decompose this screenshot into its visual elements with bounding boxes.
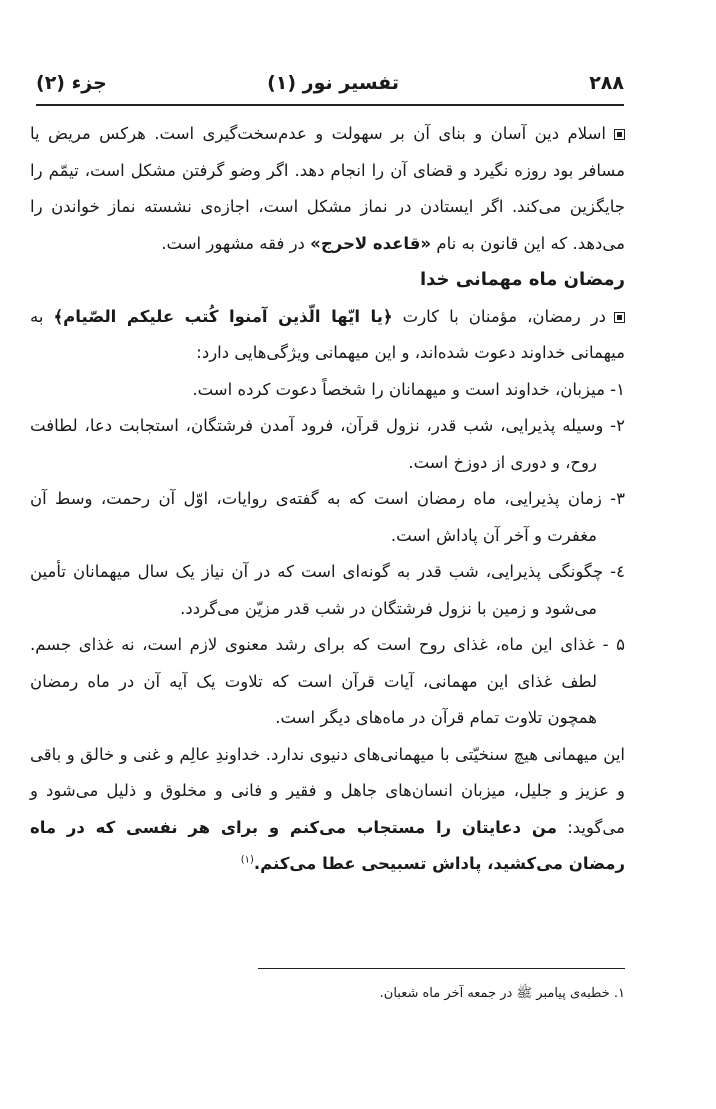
- square-bullet-icon: [614, 312, 625, 323]
- page-header: [36, 68, 624, 102]
- list-item-means: ۲- وسیله پذیرایی، شب قدر، نزول قرآن، فرود آمدن فرشتگان، استجابت دعا، لطافت روح، و دوری از دوزخ است.: [30, 416, 625, 472]
- paragraph-islam-ease: اسلام دین آسان و بنای آن بر سهولت و عدم‌سخت‌گیری است. هرکس مریض یا مسافر بود روزه نگیرد و قضای آن را انجام دهد. اگر وضو گرفتن مشکل است، تیمّم را جایگزین می‌کند. اگر ایستادن در نماز مشکل است، اجازه‌ی نشسته نماز خواندن را می‌دهد. که این قانون به نام «قاعده لاحرج» در فقه مشهور است.: [30, 124, 625, 253]
- header-divider: [36, 104, 624, 106]
- paragraph-hospitality: این میهمانی هیچ سنخیّتی با میهمانی‌های دنیوی ندارد. خداوندِ عالِم و غنی و خالق و باقی و عزیز و جلیل، میزبان انسان‌های جاهل و فقیر و فانی و مخلوق و ذلیل می‌شود و می‌گوید: من دعایتان را مستجاب می‌کنم و برای هر نفسی که در ماه رمضان می‌کشید، پاداش تسبیحی عطا می‌کنم.$^{(۱)}$: [30, 744, 625, 873]
- list-item-food: ۵ - غذای این ماه، غذای روح است که برای رشد معنوی لازم است، نه غذای جسم. لطف غذای این مهمانی، آیات قرآن است که تلاوت یک آیه آن در ماه رمضان همچون تلاوت تمام قرآن در ماه‌های دیگر است.: [30, 635, 625, 727]
- footnote-divider: [258, 968, 625, 969]
- page-number: ۲۸۸: [589, 72, 624, 94]
- part-label: جزء (۲): [36, 72, 107, 94]
- quran-verse: ﴿یا ایّها الّذین آمنوا کُتب علیکم الصّیام﴾: [53, 306, 393, 326]
- hadith-quote: من دعایتان را مستجاب می‌کنم و برای هر نفسی که در ماه رمضان می‌کشید، پاداش تسبیحی عطا می‌کنم.: [30, 817, 625, 873]
- list-item-time: ۳- زمان پذیرایی، ماه رمضان است که به گفته‌ی روایات، اوّل آن رحمت، وسط آن مغفرت و آخر آن پاداش است.: [30, 489, 625, 545]
- body-text: [30, 116, 625, 883]
- section-heading: رمضان ماه مهمانی خدا: [419, 269, 625, 290]
- list-item-host: ۱- میزبان، خداوند است و میهمانان را شخصاً دعوت کرده است.: [192, 379, 625, 399]
- footnote-ref: (۱): [240, 854, 254, 866]
- paragraph-ramadan-invitation: در رمضان، مؤمنان با کارت ﴿یا ایّها الّذین آمنوا کُتب علیکم الصّیام﴾ به میهمانی خداوند دعوت شده‌اند، و این میهمانی ویژگی‌هایی دارد:: [30, 306, 625, 362]
- square-bullet-icon: [614, 129, 625, 140]
- list-item-manner: ٤- چگونگی پذیرایی، شب قدر به گونه‌ای است که در آن نیاز یک سال میهمانان تأمین می‌شود و زمین با نزول فرشتگان در شب قدر مزیّن می‌گردد.: [30, 562, 625, 618]
- rule-name: «قاعده لاحرج»: [310, 233, 432, 253]
- book-title: تفسیر نور (۱): [267, 72, 399, 94]
- footnote: ۱. خطبه‌ی پیامبر ﷺ در جمعه آخر ماه شعبان.: [379, 986, 625, 1001]
